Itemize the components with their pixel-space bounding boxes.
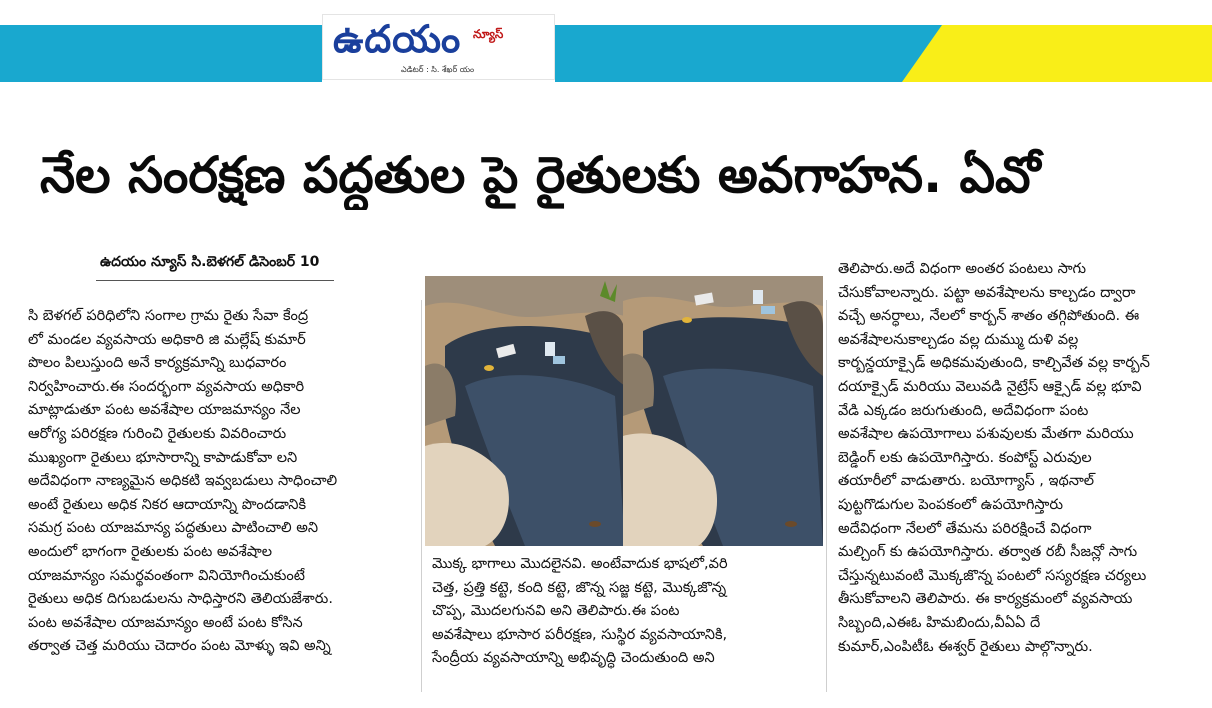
article-line: అవశేషాలు భూసార పరీరక్షణ, సుస్థిర వ్యవసాయానికి, bbox=[432, 626, 728, 643]
article-line: మాట్లాడుతూ పంట అవశేషాల యాజమాన్యం నేల bbox=[28, 402, 301, 419]
article-line: మల్చింగ్ కు ఉపయోగిస్తారు. తర్వాత రబీ సీజన్లో సాగు bbox=[838, 544, 1138, 561]
newspaper-logo[interactable] bbox=[322, 14, 555, 80]
article-line: చేస్తున్నటువంటి మొక్కజొన్న పంటలో సస్యరక్షణ చర్యలు bbox=[838, 567, 1147, 584]
article-line: అవశేషాల ఉపయోగాలు పశువులకు మేతగా మరియు bbox=[838, 426, 1134, 443]
article-line: అవశేషాలనుకాల్చడం వల్ల దుమ్ము దుళి వల్ల bbox=[838, 331, 1079, 348]
article-line: తీసుకోవాలని తెలిపారు. ఈ కార్యక్రమంలో వ్యవసాయ bbox=[838, 591, 1133, 608]
logo-title: ఉదయం bbox=[333, 17, 462, 61]
article-line: రైతులు అధిక దిగుబడులను సాధిస్తారని తెలియజేశారు. bbox=[28, 591, 333, 608]
article-line: కుమార్,ఎంపిటీఓ ఈశ్వర్ రైతులు పాల్గొన్నారు. bbox=[838, 638, 1093, 655]
article-line: కార్బన్డయాక్సైడ్ అధికమవుతుంది, కాల్చివేత వల్ల కార్బన్ bbox=[838, 355, 1150, 372]
article-line: వచ్చే అనర్ధాలు, నేలలో కార్బన్ శాతం తగ్గిపోతుంది. ఈ bbox=[838, 308, 1140, 325]
article-column-right bbox=[838, 258, 1212, 659]
article-line: అంటే రైతులు అధిక నికర ఆదాయాన్ని పొందడానికి bbox=[28, 496, 307, 513]
article-byline: ఉదయం న్యూస్ సి.బెళగల్ డిసెంబర్ 10 bbox=[100, 254, 320, 270]
article-line: పంట అవశేషాల యాజమాన్యం అంటే పంట కోసిన bbox=[28, 614, 303, 631]
banner-cyan-left bbox=[0, 25, 322, 82]
article-line: తర్వాత చెత్త మరియు చెదారం పంట మోళ్ళు ఇవి అన్ని bbox=[28, 638, 331, 655]
article-line: సి బెళగల్ పరిధిలోని సంగాల గ్రామ రైతు సేవా కేంద్ర bbox=[28, 308, 309, 324]
article-line: దయాక్సైడ్ మరియు వెలువడి నైట్రేస్ ఆక్సైడ్ వల్ల భూవి bbox=[838, 378, 1142, 395]
masthead-banner bbox=[0, 25, 1212, 82]
article-line: బెడ్డింగ్ లకు ఉపయోగిస్తారు. కంపోస్ట్ ఎరువుల bbox=[838, 449, 1092, 466]
banner-yellow-accent bbox=[902, 25, 1212, 82]
logo-subtitle: ఎడిటర్ : సి. శేఖర్ యం bbox=[401, 65, 475, 74]
article-line: సేంద్రీయ వ్యవసాయాన్ని అభివృద్ధి చెందుతుంది అని bbox=[432, 650, 715, 667]
article-line: చొప్ప, మొదలగునవి అని తెలిపారు.ఈ పంట bbox=[432, 603, 680, 620]
article-line: వేడి ఎక్కడం జరుగుతుంది, అదేవిధంగా పంట bbox=[838, 402, 1089, 419]
column-divider bbox=[421, 300, 422, 692]
field-photo-left bbox=[425, 276, 625, 546]
article-column-left bbox=[28, 305, 412, 659]
article-line: చేసుకోవాలన్నారు. పట్టా అవశేషాలను కాల్చడం ద్వారా bbox=[838, 284, 1136, 301]
article-line: చెత్త, ప్రత్తి కట్టె, కంది కట్టె, జొన్న సజ్జ కట్టె, మొక్కజొన్న bbox=[432, 579, 727, 596]
logo-news-label: న్యూస్ bbox=[473, 27, 504, 41]
article-headline: నేల సంరక్షణ పద్ధతుల పై రైతులకు అవగాహన. ఏవో bbox=[40, 146, 1041, 204]
article-line: మొక్క భాగాలు మొదలైనవి. అంటేవాదుక భాషలో,వరి bbox=[432, 556, 728, 572]
article-column-middle bbox=[432, 553, 812, 671]
photo-scene bbox=[623, 276, 823, 546]
article-line: నిర్వహించారు.ఈ సందర్భంగా వ్యవసాయ అధికారి bbox=[28, 378, 305, 395]
article-line: సిబ్బంది,ఎఈఓ హిమబిందు,వీఏఏ దే bbox=[838, 614, 1041, 631]
article-line: యాజమాన్యం సమర్థవంతంగా వినియోగించుకుంటే bbox=[28, 567, 305, 584]
field-photo-right bbox=[623, 276, 823, 546]
article-line: పొలం పిలుస్తుంది అనే కార్యక్రమాన్ని బుధవారం bbox=[28, 355, 287, 372]
article-line: తెలిపారు.అదే విధంగా అంతర పంటలు సాగు bbox=[838, 261, 1087, 277]
photo-scene bbox=[425, 276, 625, 546]
byline-underline bbox=[96, 280, 334, 281]
article-line: తయారీలో వాడుతారు. బయోగ్యాస్ , ఇథనాల్ bbox=[838, 473, 1095, 490]
column-divider bbox=[826, 300, 827, 692]
article-line: అదేవిధంగా నేలలో తేమను పరిరక్షించే విధంగా bbox=[838, 520, 1092, 537]
article-line: లో మండల వ్యవసాయ అధికారి జి మల్లేష్ కుమార్ bbox=[28, 331, 306, 348]
article-line: అందులో భాగంగా రైతులకు పంట అవశేషాల bbox=[28, 543, 272, 560]
article-line: అదేవిధంగా నాణ్యమైన అధికటి ఇవ్వబడులు సాధించాలి bbox=[28, 473, 338, 490]
article-line: సమగ్ర పంట యాజమాన్య పద్ధతులు పాటించాలి అని bbox=[28, 520, 319, 537]
article-line: ఆరోగ్య పరిరక్షణ గురించి రైతులకు వివరించారు bbox=[28, 425, 287, 442]
article-line: పుట్టగొడుగుల పెంపకంలో ఉపయోగిస్తారు bbox=[838, 496, 1063, 513]
article-line: ముఖ్యంగా రైతులు భూసారాన్ని కాపాడుకోవా లని bbox=[28, 449, 298, 466]
